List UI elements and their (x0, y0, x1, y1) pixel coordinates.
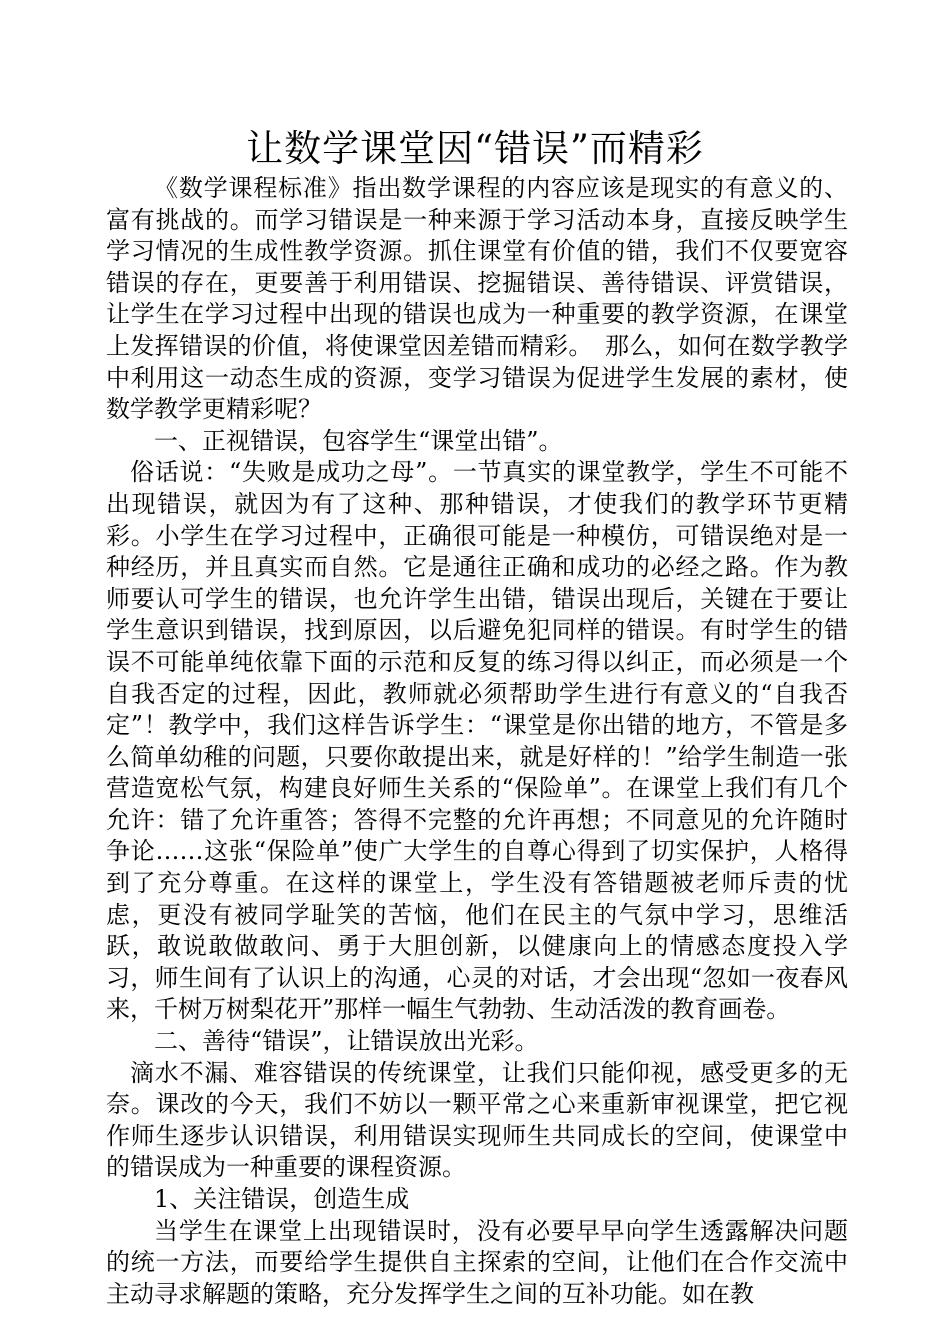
section-heading-2: 二、善待“错误”，让错误放出光彩。 (154, 1027, 539, 1056)
subsection-heading-1: 1、关注错误，创造生成 (154, 1185, 410, 1213)
document-title: 让数学课堂因“错误”而精彩 (246, 127, 704, 170)
paragraph-section-2: 滴水不漏、难容错误的传统课堂，让我们只能仰视，感受更多的无奈。课改的今天，我们不妨以一颗平常之心来重新审视课堂，把它视作师生逐步认识错误，利用错误实现师生共同成长的空间，使课堂中的错误成为一种重要的课程资源。 (106, 1058, 848, 1182)
section-heading-1: 一、正视错误，包容学生“课堂出错”。 (154, 426, 563, 455)
paragraph-subsection-1: 当学生在课堂上出现错误时，没有必要早早向学生透露解决问题的统一方法，而要给学生提供自主探索的空间，让他们在合作交流中主动寻求解题的策略，充分发挥学生之间的互补功能。如在教 (106, 1216, 848, 1308)
paragraph-intro: 《数学课程标准》指出数学课程的内容应该是现实的有意义的、富有挑战的。而学习错误是一种来源于学习活动本身，直接反映学生学习情况的生成性教学资源。抓住课堂有价值的错，我们不仅要宽容错误的存在，更要善于利用错误、挖掘错误、善待错误、评赏错误，让学生在学习过程中出现的错误也成为一种重要的教学资源，在课堂上发挥错误的价值，将使课堂因差错而精彩。 那么，如何在数学教学中利用这一动态生成的资源，变学习错误为促进学生发展的素材，使数学教学更精彩呢？ (106, 174, 848, 424)
paragraph-section-1: 俗话说：“失败是成功之母”。一节真实的课堂教学，学生不可能不出现错误，就因为有了这种、那种错误，才使我们的教学环节更精彩。小学生在学习过程中，正确很可能是一种模仿，可错误绝对是一种经历，并且真实而自然。它是通往正确和成功的必经之路。作为教师要认可学生的错误，也允许学生出错，错误出现后，关键在于要让学生意识到错误，找到原因，以后避免犯同样的错误。有时学生的错误不可能单纯依靠下面的示范和反复的练习得以纠正，而必须是一个自我否定的过程，因此，教师就必须帮助学生进行有意义的“自我否定”！教学中，我们这样告诉学生：“课堂是你出错的地方，不管是多么简单幼稚的问题，只要你敢提出来，就是好样的！”给学生制造一张营造宽松气氛，构建良好师生关系的“保险单”。在课堂上我们有几个允许：错了允许重答；答得不完整的允许再想；不同意见的允许随时争论……这张“保险单”使广大学生的自尊心得到了切实保护，人格得到了充分尊重。在这样的课堂上，学生没有答错题被老师斥责的忧虑，更没有被同学耻笑的苦恼，他们在民主的气氛中学习，思维活跃，敢说敢做敢问、勇于大胆创新，以健康向上的情感态度投入学习，师生间有了认识上的沟通，心灵的对话，才会出现“忽如一夜春风来，千树万树梨花开”那样一幅生气勃勃、生动活泼的教育画卷。 (106, 458, 848, 1024)
document-body (106, 173, 848, 1310)
